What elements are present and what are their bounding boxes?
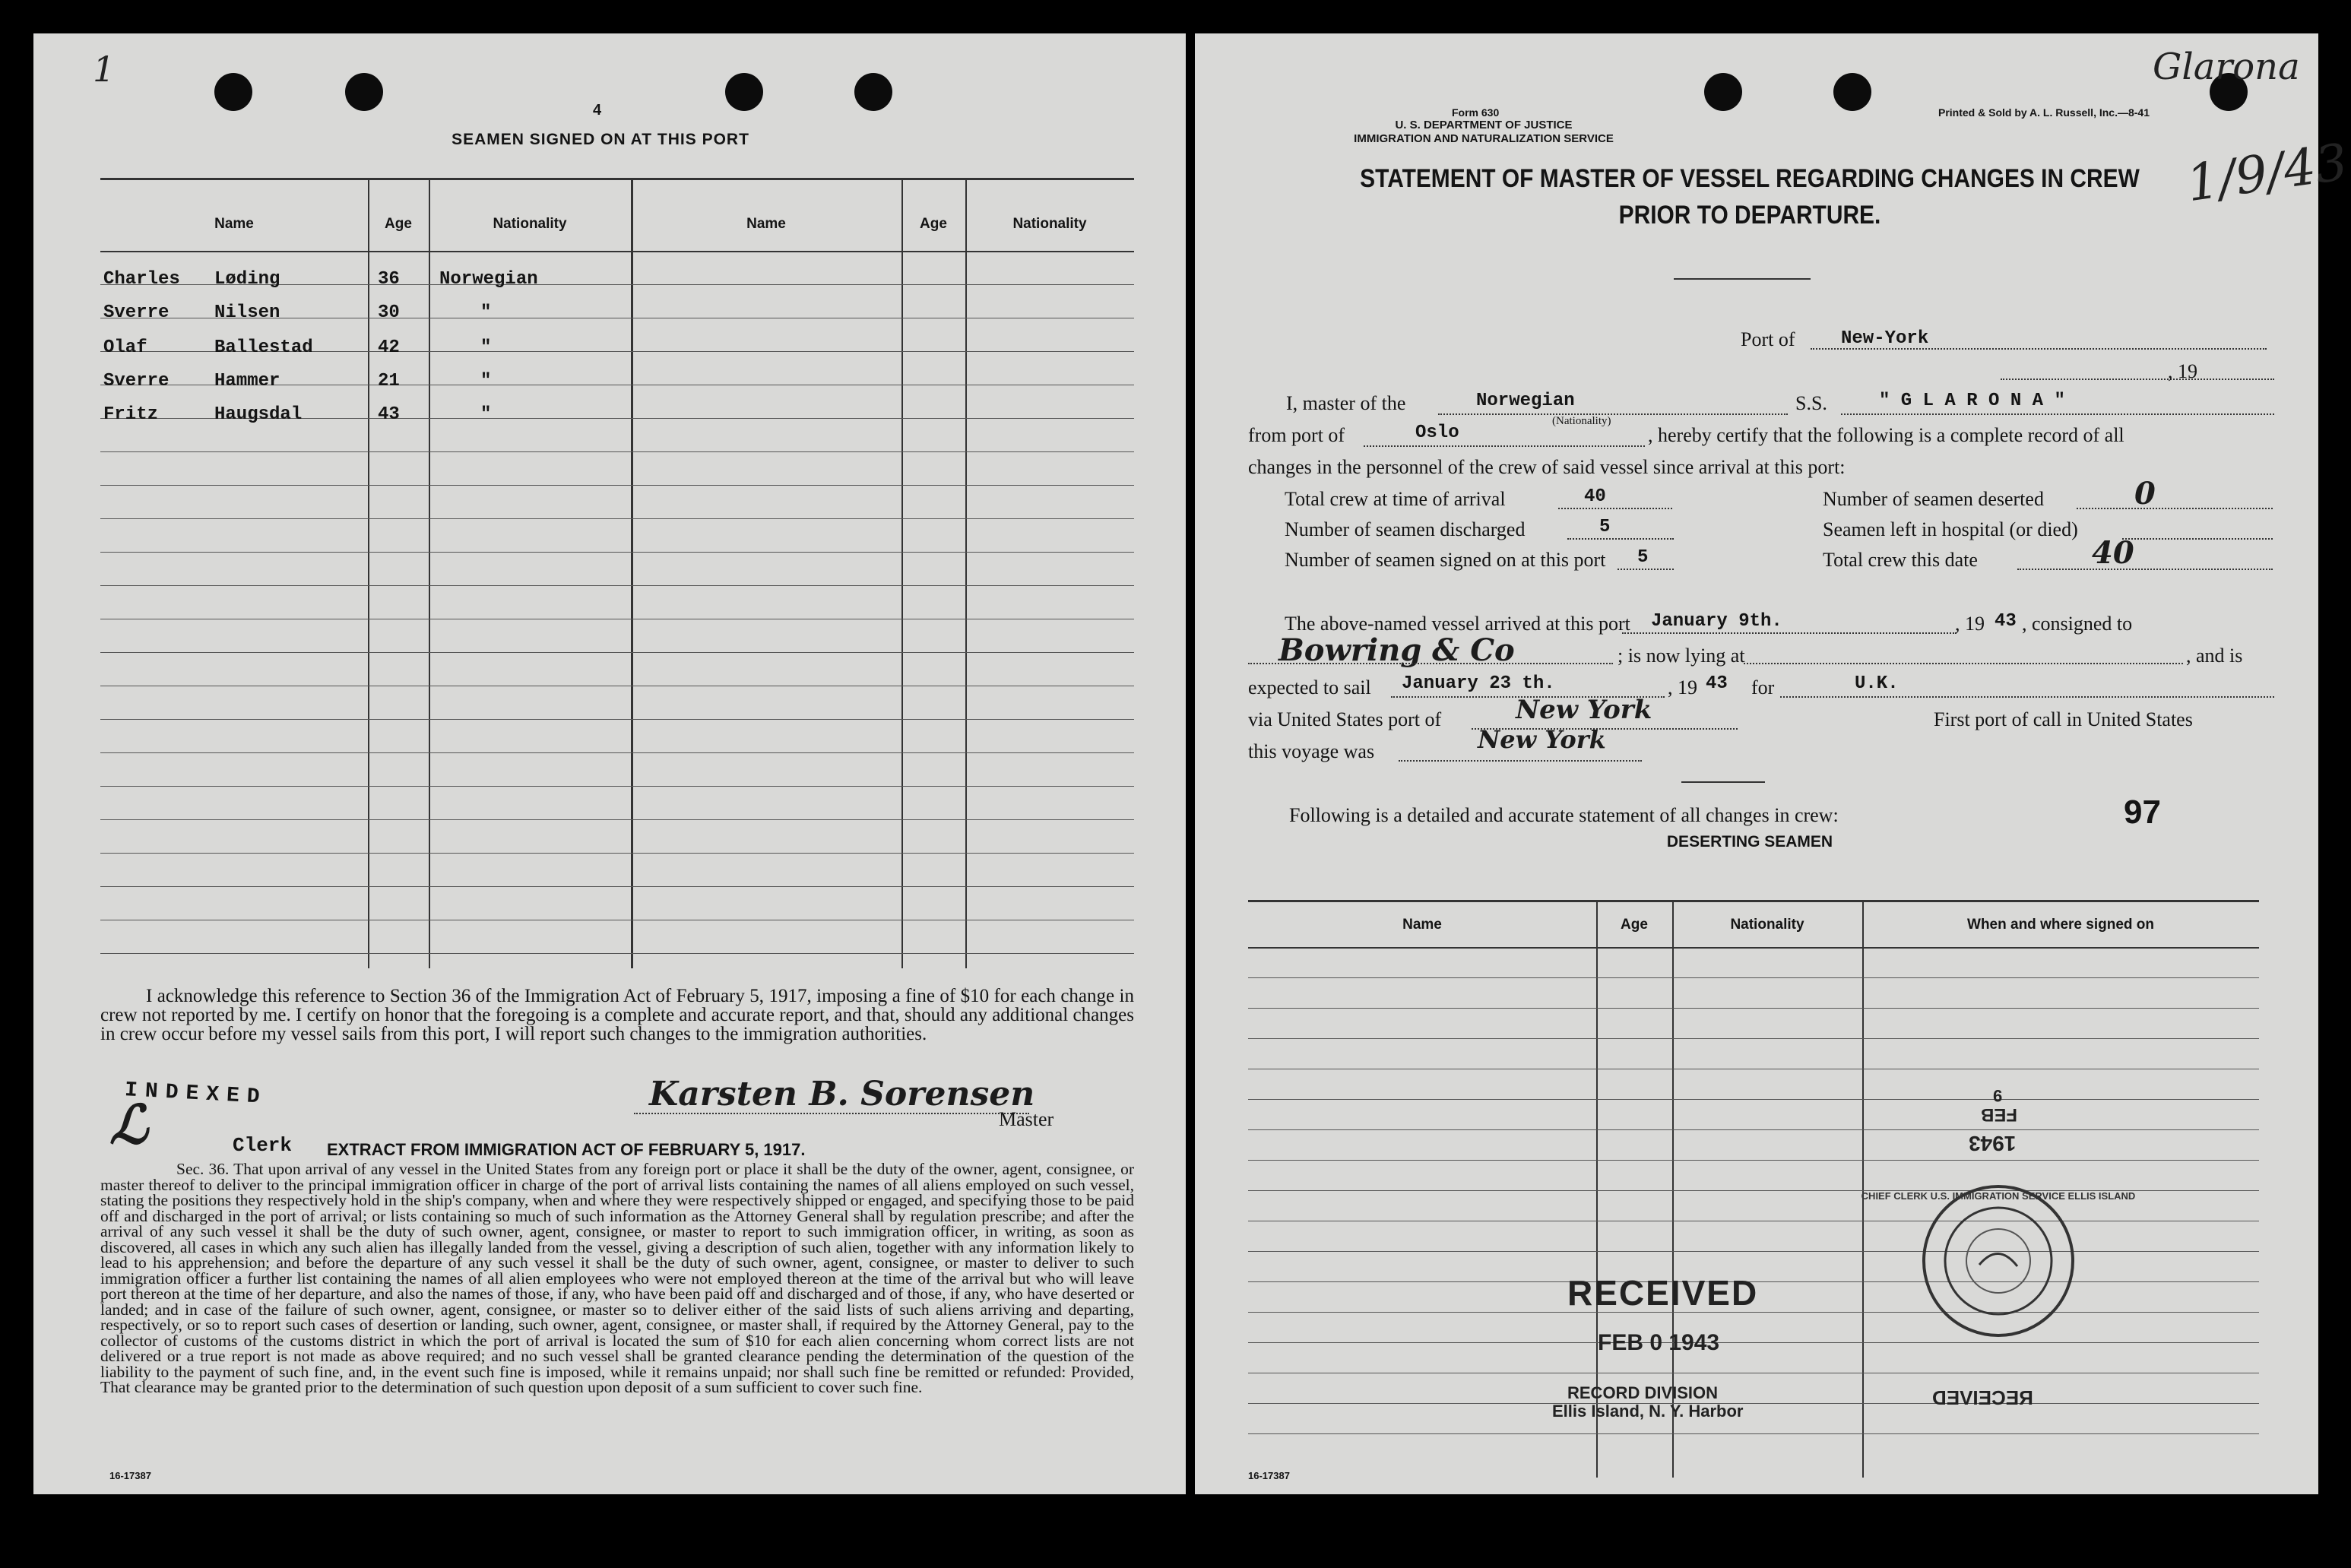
last-name: Hammer [214,371,280,391]
first-name: Charles [103,269,180,290]
ruled-line [100,518,1134,519]
total-crew-date-value: 40 [2092,535,2134,571]
age: 21 [378,371,400,391]
age: 43 [378,404,400,425]
punch-hole [1833,73,1871,111]
first-call-label: First port of call in United States [1934,708,2193,730]
arrived-year: 43 [1995,611,2017,632]
nationality-caption: (Nationality) [1552,415,1611,427]
last-name: Løding [214,269,280,290]
total-crew-arrival-value: 40 [1584,486,1606,507]
ruled-line [1248,1099,2259,1100]
ruled-line [100,485,1134,486]
port-value: New-York [1841,328,1929,349]
ruled-line [1248,1403,2259,1404]
page-number: 4 [593,102,602,119]
mirrored-month: FEB [1981,1104,2017,1125]
sail-date: January 23 th. [1402,673,1555,694]
from-port-label: from port of [1248,424,1345,446]
seamen-signed-table [100,178,1134,968]
last-name: Haugsdal [214,404,303,425]
discharged-label: Number of seamen discharged [1285,518,1526,540]
port-label: Port of [1741,328,1795,350]
mirrored-received: RECEIVED [1932,1386,2033,1409]
ruled-line [100,752,1134,753]
form-code: 16-17387 [1248,1470,1290,1481]
total-crew-arrival-label: Total crew at time of arrival [1285,488,1506,510]
punch-hole [1704,73,1742,111]
ruled-line [100,886,1134,887]
discharged-value: 5 [1599,517,1611,537]
col-header-age: Age [920,216,947,232]
from-port-value: Oslo [1415,423,1459,443]
indexed-stamp: INDEXED [124,1079,268,1110]
ruled-line [1248,1433,2259,1434]
ruled-line [1248,1038,2259,1039]
deserted-label: Number of seamen deserted [1823,488,2044,510]
first-name: Sverre [103,371,170,391]
first-call-value: New York [1478,725,1606,754]
master-label: Master [999,1108,1054,1130]
year-prefix: , 19 [1668,676,1697,698]
clerk-stamp: Clerk [233,1134,293,1157]
signed-on-value: 5 [1637,547,1649,568]
acknowledgment-text: I acknowledge this reference to Section 36 of the Immigration Act of February 5, 1917, imposing a fine of $10 for each change in crew not reported by me. I certify on honor that the foregoing is a complete and accurate report, and that, should any additional changes in crew occur before my vessel sails from this port, I will report such changes to the immigration authorities. [100,986,1134,1044]
document-title: STATEMENT OF MASTER OF VESSEL REGARDING CHANGES IN CREW [1360,164,2140,193]
corner-mark: 1 [93,49,116,90]
ruled-line [100,451,1134,452]
col-header-nationality: Nationality [1012,216,1087,232]
nationality: Norwegian [439,269,538,290]
punch-hole [345,73,383,111]
received-date: FEB 0 1943 [1598,1330,1720,1355]
ruled-line [100,585,1134,586]
ruled-line [100,819,1134,820]
form-code: 16-17387 [109,1470,151,1481]
consignee: Bowring & Co [1278,632,1515,668]
first-name: Olaf [103,337,147,358]
age: 36 [378,269,400,290]
sail-year: 43 [1706,673,1728,694]
col-header-nationality: Nationality [1730,917,1804,933]
vessel-annotation: Glarona [2153,46,2300,88]
record-division: RECORD DIVISION [1567,1383,1719,1402]
deserting-title: DESERTING SEAMEN [1666,833,1833,851]
ruled-line [100,953,1134,954]
year-prefix: , 19 [1955,613,1985,635]
printer-line: Printed & Sold by A. L. Russell, Inc.—8-41 [1938,106,2150,119]
certify-text: , hereby certify that the following is a complete record of all [1648,424,2124,446]
service: IMMIGRATION AND NATURALIZATION SERVICE [1354,132,1614,145]
age: 42 [378,337,400,358]
ruled-line [1248,1008,2259,1009]
received-stamp: RECEIVED [1567,1273,1759,1313]
right-page [1195,33,2351,1494]
arrived-date: January 9th. [1651,611,1782,632]
ruled-line [100,552,1134,553]
first-name: Sverre [103,303,170,323]
form-number: Form 630 [1452,106,1500,119]
extract-title: EXTRACT FROM IMMIGRATION ACT OF FEBRUARY 5, 1917. [327,1140,806,1159]
nationality-value: Norwegian [1476,391,1575,411]
ruled-line [1248,1251,2259,1252]
master-signature: Karsten B. Sorensen [649,1075,1035,1113]
round-stamp [1861,1181,2136,1341]
col-header-nationality: Nationality [493,216,567,232]
mirrored-day: 9 [1993,1086,2003,1105]
expected-label: expected to sail [1248,676,1371,698]
master-of-label: I, master of the [1286,392,1406,414]
ruled-line [1248,1342,2259,1343]
clerk-initials: ℒ [109,1093,148,1156]
ruled-line [1248,1160,2259,1161]
deserting-seamen-table [1248,900,2259,1478]
age: 30 [378,303,400,323]
nationality: " [480,303,492,323]
col-header-name: Name [1402,917,1442,933]
punch-hole [854,73,892,111]
nationality: " [480,404,492,425]
punch-hole [214,73,252,111]
following-text: Following is a detailed and accurate statement of all changes in crew: [1289,804,1839,826]
ss-label: S.S. [1795,392,1827,414]
ruled-line [1248,977,2259,978]
ruled-line [1248,1129,2259,1130]
for-label: for [1751,676,1775,698]
total-crew-date-label: Total crew this date [1823,549,1978,571]
ellis-island: Ellis Island, N. Y. Harbor [1552,1402,1744,1421]
left-page [33,33,1186,1494]
arrived-label: The above-named vessel arrived at this port [1285,613,1630,635]
ruled-line [100,652,1134,653]
via-port: New York [1516,695,1652,725]
extract-text: Sec. 36. That upon arrival of any vessel in the United States from any foreign port or place it shall be the duty of the owner, agent, consignee, or master thereof to deliver to the principal immigration officer in charge of the port of arrival lists containing the names of all aliens employed on such vessel, stating the positions they respectively hold in the ship's company, when and where they were respectively shipped or engaged, and specifying those to be paid off and discharged in the port of arrival; or lists containing so much of such information as the Attorney General shall by regulation prescribe; and after the arrival of any such vessel it shall be the duty of such owner, agent, consignee, or master to report to such immigration officer, in writing, as soon as discovered, all cases in which any such alien has illegally landed from the vessel, giving a description of such alien, together with any information likely to lead to his apprehension; and before the departure of any such vessel it shall be the duty of such owner, agent, consignee, or master to deliver to such immigration officer a further list containing the names of all alien employees who were not employed thereon at the time of the arrival but who will leave port thereon at the time of her departure, and also the names of those, if any, who have been paid off and discharged and of those, if any, who have deserted or landed; and in case of the failure of such owner, agent, consignee, or master so to deliver either of the said lists of such aliens arriving and departing, respectively, or so to report such cases of desertion or landing, such owner, agent, consignee, or master shall, if required by the Attorney General, pay to the collector of customs of the customs district in which the port of arrival is located the sum of $10 for each alien concerning whom correct lists are not delivered or a true report is not made as above required; and no such vessel shall be granted clearance pending the determination of the question of the liability to the payment of such fine, and, in the event such fine is imposed, while it remains unpaid; nor shall such fine be remitted or refunded: Provided, That clearance may be granted prior to the determination of such question upon deposit of a sum sufficient to cover such fine. [100,1160,1135,1396]
via-label: via United States port of [1248,708,1442,730]
col-header-name: Name [746,216,786,232]
ruled-line [100,786,1134,787]
changes-text: changes in the personnel of the crew of said vessel since arrival at this port: [1248,456,1846,478]
department: U. S. DEPARTMENT OF JUSTICE [1395,119,1573,131]
ruled-line [100,853,1134,854]
lying-label: ; is now lying at [1618,645,1745,667]
punch-hole [725,73,763,111]
year-suffix: , 19 [2168,360,2197,382]
col-header-signed-on: When and where signed on [1967,917,2154,933]
voyage-label: this voyage was [1248,740,1375,762]
consigned-label: , consigned to [2022,613,2133,635]
col-header-name: Name [214,216,254,232]
document-subtitle: PRIOR TO DEPARTURE. [1618,201,1881,230]
deserted-value: 0 [2134,476,2156,512]
vessel-name: " G L A R O N A " [1879,391,2065,411]
and-is-label: , and is [2186,645,2243,667]
hospital-label: Seamen left in hospital (or died) [1823,518,2078,540]
col-header-age: Age [385,216,412,232]
date-annotation: 1/9/43 [2183,132,2351,214]
stamp-number: 97 [2124,794,2161,831]
round-stamp-text: CHIEF CLERK U.S. IMMIGRATION SERVICE ELLIS ISLAND [1861,1190,2136,1202]
destination: U.K. [1855,673,1899,694]
mirrored-year: 1943 [1969,1132,2017,1155]
last-name: Nilsen [214,303,280,323]
nationality: " [480,371,492,391]
last-name: Ballestad [214,337,313,358]
ruled-line [100,719,1134,720]
nationality: " [480,337,492,358]
first-name: Fritz [103,404,159,425]
col-header-age: Age [1621,917,1648,933]
section-title: SEAMEN SIGNED ON AT THIS PORT [452,131,749,148]
signed-on-label: Number of seamen signed on at this port [1285,549,1606,571]
